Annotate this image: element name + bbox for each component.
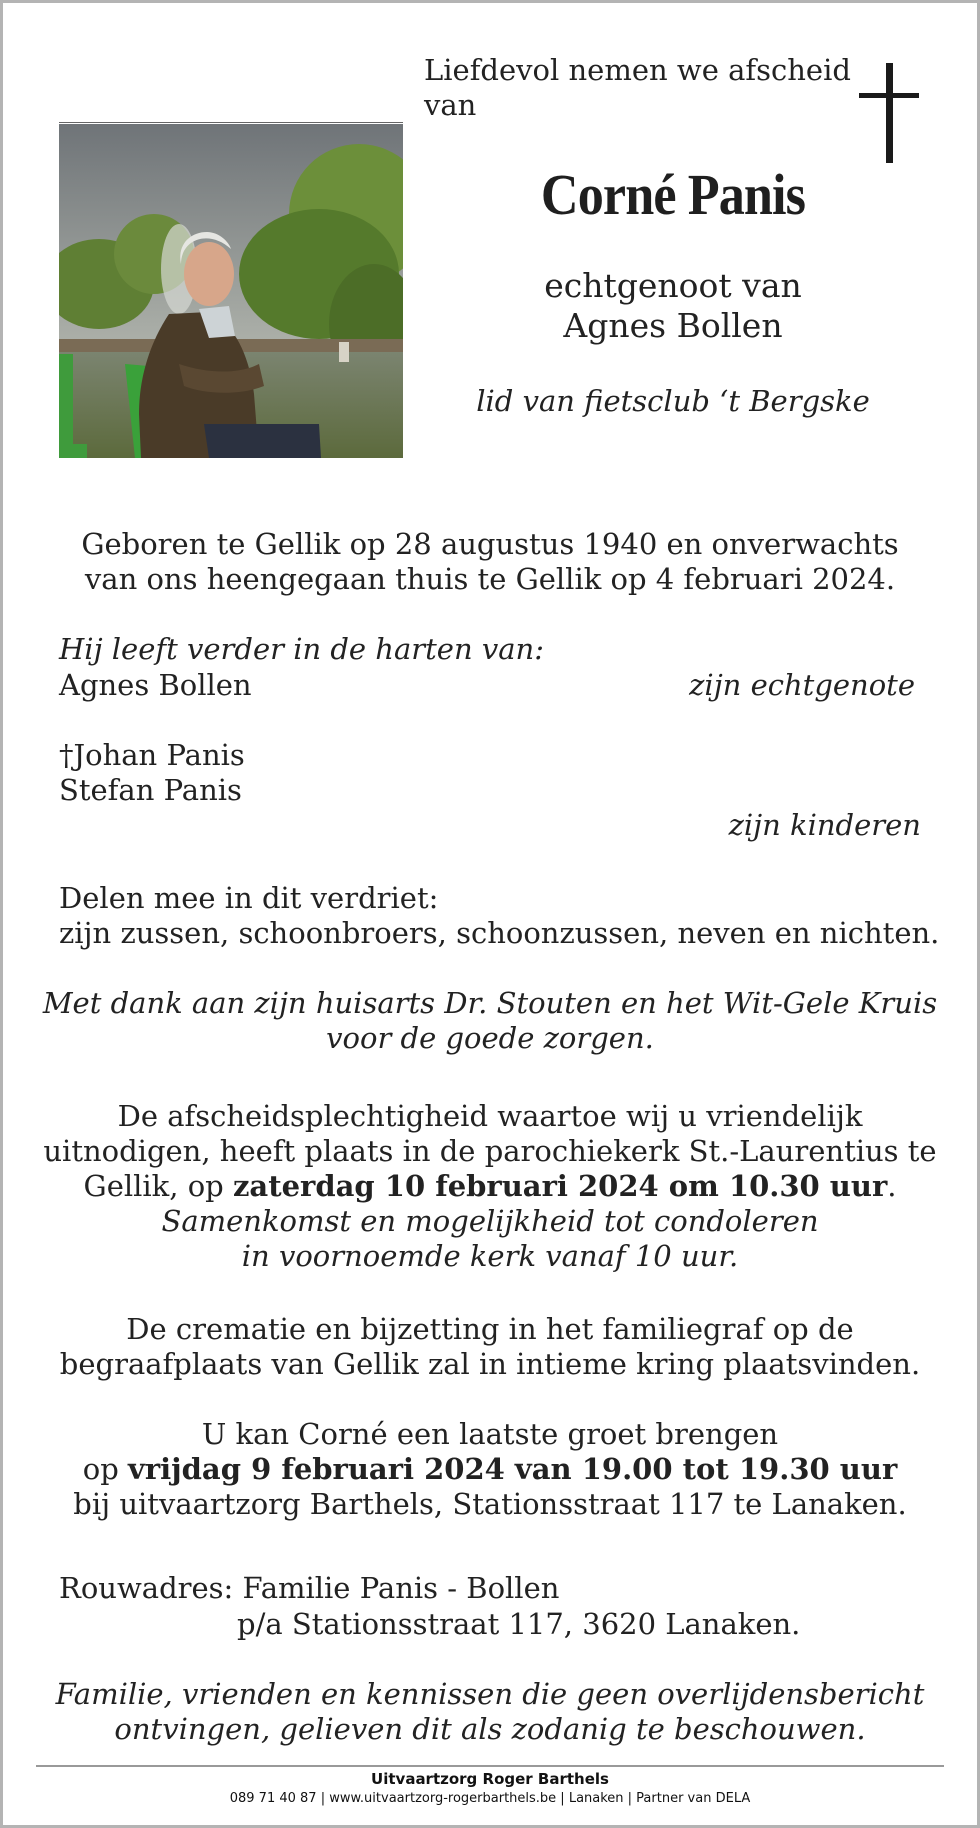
cremation-line-1: De crematie en bijzetting in het familiegraf op de [126, 1312, 854, 1346]
thanks-block [3, 986, 977, 1056]
portrait-photo [59, 124, 403, 458]
address-line-2: p/a Stationsstraat 117, 3620 Lanaken. [237, 1607, 801, 1641]
address-line-1: Rouwadres: Familie Panis - Bollen [59, 1571, 560, 1605]
sharing-line-2: zijn zussen, schoonbroers, schoonzussen, neven en nichten. [59, 916, 940, 950]
born-line-1: Geboren te Gellik op 28 augustus 1940 en onverwachts [81, 527, 899, 561]
sharing-line-1: Delen mee in dit verdriet: [59, 881, 439, 915]
born-line-2: van ons heengegaan thuis te Gellik op 4 februari 2024. [84, 562, 896, 596]
intro-line-2: van [424, 88, 477, 122]
relation-line-2: Agnes Bollen [563, 306, 783, 345]
cremation-line-2: begraafplaats van Gellik zal in intieme kring plaatsvinden. [59, 1347, 921, 1381]
closing-line-1: Familie, vrienden en kennissen die geen overlijdensbericht [55, 1677, 925, 1711]
ceremony-block [3, 1099, 977, 1274]
intro-line-1: Liefdevol nemen we afscheid [424, 53, 851, 87]
relation-line-1: echtgenoot van [544, 266, 802, 305]
children-role: zijn kinderen [728, 808, 921, 842]
ceremony-line-2: uitnodigen, heeft plaats in de parochiekerk St.-Laurentius te [43, 1134, 937, 1168]
ceremony-note-2: in voornoemde kerk vanaf 10 uur. [241, 1239, 739, 1273]
visit-line-2: op vrijdag 9 februari 2024 van 19.00 tot 19.30 uur [82, 1452, 898, 1486]
visit-datetime: vrijdag 9 februari 2024 van 19.00 tot 19.30 uur [128, 1452, 898, 1486]
thanks-line-1: Met dank aan zijn huisarts Dr. Stouten en het Wit-Gele Kruis [42, 986, 938, 1020]
children-list [59, 738, 245, 808]
birth-death-block [3, 527, 977, 597]
footer-divider [36, 1765, 944, 1767]
ceremony-datetime: zaterdag 10 februari 2024 om 10.30 uur [232, 1169, 888, 1203]
footer-company: Uitvaartzorg Roger Barthels [371, 1770, 609, 1788]
footer-info: 089 71 40 87 | www.uitvaartzorg-rogerbarthels.be | Lanaken | Partner van DELA [229, 1791, 751, 1806]
spouse-name: Agnes Bollen [59, 668, 252, 702]
cremation-block [3, 1312, 977, 1382]
visit-line-1: U kan Corné een laatste groet brengen [201, 1417, 779, 1451]
closing-block [3, 1677, 977, 1747]
closing-line-2: ontvingen, gelieven dit als zodanig te beschouwen. [114, 1712, 866, 1746]
child-1: †Johan Panis [59, 738, 245, 772]
intro-text [424, 53, 864, 123]
sharing-block [59, 881, 939, 951]
photo-top-line [59, 122, 403, 123]
ceremony-line-1: De afscheidsplechtigheid waartoe wij u vriendelijk [117, 1099, 863, 1133]
visit-line-3: bij uitvaartzorg Barthels, Stationsstraat 117 te Lanaken. [73, 1487, 907, 1521]
visit-block [3, 1417, 977, 1522]
relation-block [473, 266, 873, 346]
club-membership: lid van fietsclub ‘t Bergske [476, 384, 870, 418]
deceased-name: Corné Panis [540, 162, 806, 227]
child-2: Stefan Panis [59, 773, 242, 807]
survivors-heading: Hij leeft verder in de harten van: [59, 632, 544, 666]
ceremony-line-3: Gellik, op zaterdag 10 februari 2024 om 10.30 uur. [83, 1169, 897, 1203]
thanks-line-2: voor de goede zorgen. [326, 1021, 654, 1055]
spouse-role: zijn echtgenote [689, 668, 915, 702]
cross-icon [859, 63, 923, 163]
ceremony-note-1: Samenkomst en mogelijkheid tot condoleren [161, 1204, 819, 1238]
